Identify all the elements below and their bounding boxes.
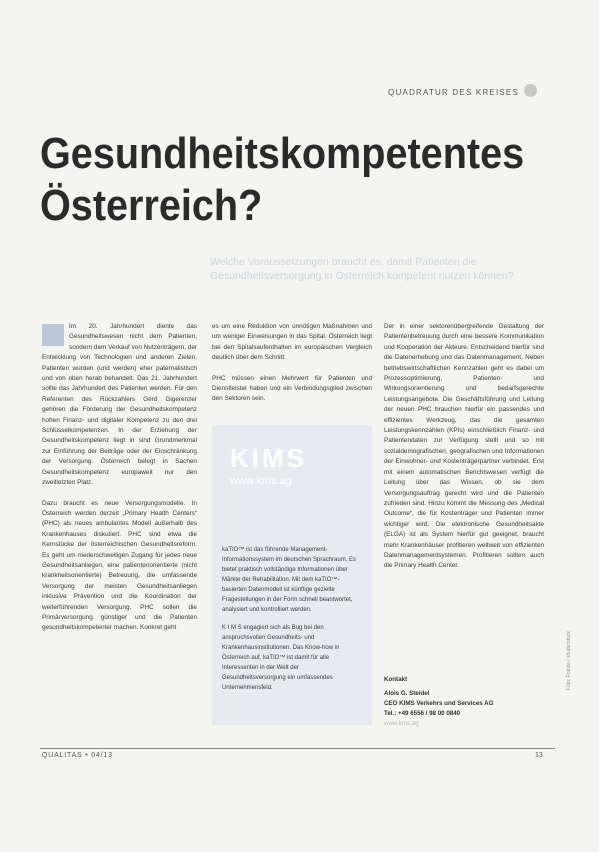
paragraph: Dazu braucht es neue Versorgungsmodelle. In Österreich werden derzeit „Primary Health Centers“ (PHC) als neues ambulantes Modell außerhalb des Krankenhauses diskutiert. PHC sind etwa die Kernstücke der österreichischen Gesundheitsreform. Es geht um niederschwelligen Zugang für jedes neue Gesundheitsanliegen, eine patientenorientierte (nicht krankheitsorientierte) Betreuung, die umfassende Versorgung der meisten Gesundheitsanliegen inklusive Prävention und die Koordination der weiterführenden Versorgung. PHC sollen die Primärversorgung günstiger und die Patienten gesundheitskompetenter machen. Konkret geht <box>42 499 197 632</box>
section-dot-icon <box>524 84 537 97</box>
kims-url: www.kms.ag <box>230 475 292 487</box>
section-label: QUADRATUR DES KREISES <box>388 88 519 97</box>
contact-heading: Kontakt <box>384 676 408 683</box>
subtitle: Welche Voraussetzungen braucht es, damit Patienten die Gesundheitsversorgung in Österreich kompetent nutzen können? <box>210 256 514 282</box>
paragraph: es um eine Reduktion von unnötigen Maßnahmen und um weniger Einweisungen in das Spital. Österreich liegt bei den Spitalsaufenthalten im europäischen Vergleich deutlich über dem Schnitt. <box>212 323 372 362</box>
contact-web: www.kms.ag <box>384 720 419 727</box>
paragraph: K I M S engagiert sich als Bug bei den anspruchsvollen Gesundheits- und Krankenhausinstitutionen. Das Know-how in Österreich auf, kaTIO™ ist damit für alle Interessenten in der Welt der Gesundheitsversorgung ein umfassendes Unternehmensfeld. <box>222 625 340 691</box>
paragraph: Im 20. Jahrhundert diente das Gesundheitswesen nicht dem Patienten, sondern dem Verkauf von Nutzenträgern, der Entwicklung von Technologien und anderen Zielen. Patienten wurden (und werden) eher paternalistisch und von oben herab behandelt. Das 21. Jahrhundert sollte das Jahrhundert des Patienten werden. Für den Referenten des Rückzahlers Gerd Gigerenzer gehören die Förderung der Gesundheitskompetenz hohen Finanz- und digitaler Kompetenz zu den drei Schlüsselkompetenzen. In der Erziehung der Gesundheitskompetenz liegt in sind Grundmerkmal zur Einführung der Beiträge oder der Einschränkung der Versorgung. Österreich belegt in Sachen Gesundheitskompetenz europaweit nur den zweitletzten Platz. <box>42 323 197 487</box>
contact-block <box>384 675 544 729</box>
paragraph: PHC müssen einen Mehrwert für Patienten und Dienstleister haben und ein Verbindungsglied zwischen den Sektoren sein. <box>212 374 372 403</box>
info-box-text <box>222 545 364 701</box>
footer-divider <box>40 748 555 749</box>
contact-org: CEO KIMS Verkehrs und Services AG <box>384 700 494 707</box>
photo-credit: Foto: Fotolia / shutterstock <box>566 631 572 690</box>
article-column-1 <box>42 322 197 644</box>
paragraph: Der in einer sektorenübergreifende Gestaltung der Patientenbetreuung durch eine bessere Kommunikation und Kooperation der Akteure. Entscheidend hierfür sind die Datenerhebung und das Datenmanagement. Neben betriebswirtschaftlichen Kennzahlen geht es dabei um Prozessoptimierung, Patienten- und Wirkungsorientierung und bedarfsgerechte Leistungsangebote. Die Geschäftsführung und Leitung der neuen PHC brauchen hierfür ein passendes und effizientes Werkzeug, das die gesamten Leistungskennzahlen (KPIs) einschließlich Finanz- und Patientendaten zur Verfügung stellt und so mit sozialdemografischen, geografischen und Informationen der Einwohner- und Kostenträgerpartner verbindet. Erst mit einem automatischen Berichtswesen verfügt die Leitung über das Wissen, ob sie dem Versorgungsauftrag gerecht wird und die Patienten zufrieden sind. Hinzu kommt die Messung des „Medical Outcome“, die für Kostenträger und Patienten immer wichtiger wird. Die elektronische Gesundheitsakte (ELGA) ist als System hierfür gut geeignet, braucht mehr Krankenhäuser profitieren weltweit von effizienten Datenmanagementsystemen. Profitieren sollten auch die Primary Health Center. <box>384 323 544 570</box>
footer-issue: QUALITAS • 04/13 <box>42 752 113 759</box>
contact-name: Alois G. Steidel <box>384 690 430 697</box>
headline <box>40 128 525 232</box>
paragraph: kaTIO™ ist das führende Management-Informationssystem im deutschen Sprachraum. Es bietet praktisch vollständige Informationen über Märkte der Rehabilitation. Mit dem kaTIO™-basierten Datenmodell ist künftige gezielte Fragestellungen in der Form schnell beantwortet, analysiert und kontrolliert werden. <box>222 547 357 613</box>
headline-line-2: Österreich? <box>40 181 263 230</box>
kims-logo: KIMS <box>230 443 307 473</box>
dropcap-block <box>42 324 64 346</box>
page-number: 13 <box>535 752 543 759</box>
info-box <box>212 425 372 725</box>
contact-phone: Tel.: +49 6556 / 98 00 0840 <box>384 710 461 717</box>
article-column-3 <box>384 322 544 582</box>
headline-line-1: Gesundheitskompetentes <box>40 129 525 178</box>
article-column-2 <box>212 322 372 415</box>
